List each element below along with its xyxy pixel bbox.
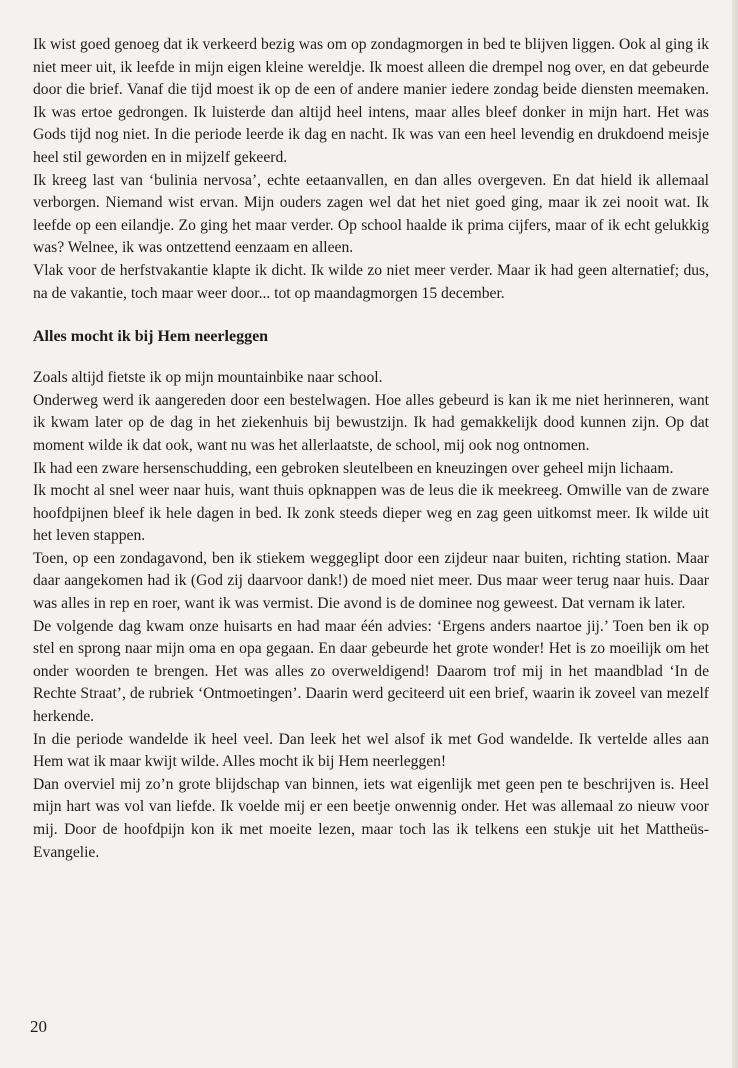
paragraph: De volgende dag kwam onze huisarts en had maar één advies: ‘Ergens anders naartoe jij.’ Toen ben ik op stel en sprong naar mijn oma en opa gegaan. En daar gebeurde het grote wonder! Het is zo moeilijk om het onder woorden te brengen. Het was alles zo overweldigend! Daarom trof mij in het maandblad ‘In de Rechte Straat’, de rubriek ‘Ontmoetingen’. Daarin werd geciteerd uit een brief, waarin ik zoveel van mezelf herkende. <box>33 617 709 726</box>
section-heading: Alles mocht ik bij Hem neerleggen <box>33 328 269 346</box>
paragraph: In die periode wandelde ik heel veel. Dan leek het wel alsof ik met God wandelde. Ik vertelde alles aan Hem wat ik maar kwijt wilde. Alles mocht ik bij Hem neerleggen! <box>33 730 709 771</box>
paragraph: Ik had een zware hersenschudding, een gebroken sleutelbeen en kneuzingen over geheel mijn lichaam. <box>33 459 674 477</box>
paragraph: Ik mocht al snel weer naar huis, want thuis opknappen was de leus die ik meekreeg. Omwille van de zware hoofdpijnen bleef ik hele dagen in bed. Ik zonk steeds dieper weg en zag geen uitkomst meer. Ik wilde uit het leven stappen. <box>33 482 709 545</box>
page-number: 20 <box>30 1017 47 1036</box>
paragraph: Onderweg werd ik aangereden door een bestelwagen. Hoe alles gebeurd is kan ik me niet herinneren, want ik kwam later op de dag in het ziekenhuis bij bewustzijn. Ik had gemakkelijk dood kunnen zijn. Op dat moment wilde ik dat ook, want nu was het allerlaatste, de school, mij ook nog ontnomen. <box>33 391 709 454</box>
paragraph: Vlak voor de herfstvakantie klapte ik dicht. Ik wilde zo niet meer verder. Maar ik had geen alternatief; dus, na de vakantie, toch maar weer door... tot op maandagmorgen 15 december. <box>33 261 709 302</box>
paragraph: Dan overviel mij zo’n grote blijdschap van binnen, iets wat eigenlijk met geen pen te beschrijven is. Heel mijn hart was vol van liefde. Ik voelde mij er een beetje onwennig onder. Het was allemaal zo nieuw voor mij. Door de hoofdpijn kon ik met moeite lezen, maar toch las ik telkens een stukje uit het Mattheüs-Evangelie. <box>33 775 709 861</box>
paragraph: Zoals altijd fietste ik op mijn mountainbike naar school. <box>33 369 383 387</box>
paragraph: Ik kreeg last van ‘bulinia nervosa’, echte eetaanvallen, en dan alles overgeven. En dat hield ik allemaal verborgen. Niemand wist ervan. Mijn ouders zagen wel dat het niet goed ging, maar ik zei nooit wat. Ik leefde op een eilandje. Zo ging het maar verder. Op school haalde ik prima cijfers, maar of ik echt gelukkig was? Welnee, ik was ontzettend eenzaam en alleen. <box>33 171 709 257</box>
body-text <box>33 34 709 864</box>
paragraph: Toen, op een zondagavond, ben ik stiekem weggeglipt door een zijdeur naar buiten, richting station. Maar daar aangekomen had ik (God zij daarvoor dank!) de moed niet meer. Dus maar weer terug naar huis. Daar was alles in rep en roer, want ik was vermist. Die avond is de dominee nog geweest. Dat vernam ik later. <box>33 549 709 613</box>
page-edge <box>732 0 738 1068</box>
paragraph: Ik wist goed genoeg dat ik verkeerd bezig was om op zondagmorgen in bed te blijven liggen. Ook al ging ik niet meer uit, ik leefde in mijn eigen kleine wereldje. Ik moest alleen die drempel nog over, en dat gebeurde door die brief. Vanaf die tijd moest ik op de een of andere manier iedere zondag beide diensten meemaken. Ik was ertoe gedrongen. Ik luisterde dan altijd heel intens, maar alles bleef donker in mijn hart. Het was Gods tijd nog niet. In die periode leerde ik dag en nacht. Ik was van een heel levendig en drukdoend meisje heel stil geworden en in mijzelf gekeerd. <box>33 36 709 166</box>
